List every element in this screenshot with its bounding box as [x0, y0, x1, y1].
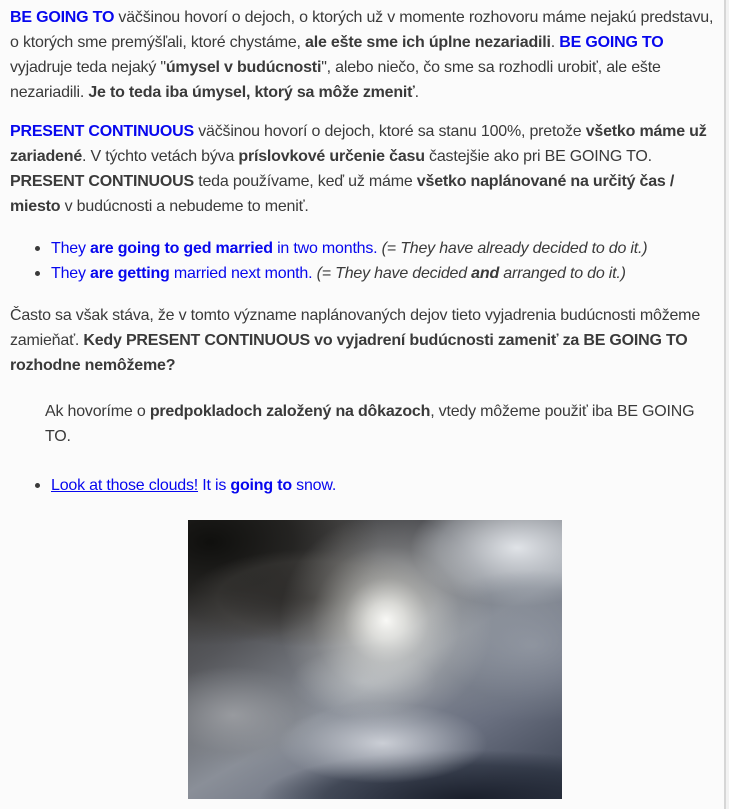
text-segment: are going to ged married — [90, 240, 273, 257]
text-segment: vyjadruje teda nejaký " — [10, 59, 166, 76]
text-segment: snow. — [291, 477, 337, 494]
text-segment: v budúcnosti a nebudeme to meniť. — [60, 198, 309, 215]
clouds-figure — [188, 520, 717, 799]
storm-clouds-photo — [188, 520, 562, 799]
text-segment: všetko naplánované na určitý čas / miesto — [10, 173, 675, 215]
text-segment: in two months. — [272, 240, 378, 257]
right-edge-border — [724, 0, 729, 809]
list-item — [51, 473, 717, 498]
paragraph-evidence-rule — [45, 399, 717, 449]
text-segment: všetko máme už zariadené — [10, 123, 707, 165]
text-segment: Je to teda iba úmysel, ktorý sa môže zmeniť — [88, 84, 415, 101]
text-segment: They — [51, 240, 91, 257]
text-segment: and — [471, 265, 500, 282]
text-segment: . V týchto vetách býva — [82, 148, 239, 165]
text-segment: . — [414, 84, 419, 101]
text-segment: arranged to do it.) — [499, 265, 626, 282]
text-segment: častejšie ako pri BE GOING TO. — [424, 148, 652, 165]
text-segment: . — [550, 34, 560, 51]
text-segment: príslovkové určenie času — [238, 148, 425, 165]
text-segment: going to — [230, 477, 292, 494]
text-segment: It is — [198, 477, 231, 494]
text-segment: , vtedy môžeme použiť iba BE GOING TO. — [45, 403, 695, 445]
text-segment: (= They have already decided to do it.) — [377, 240, 648, 257]
text-segment: Kedy PRESENT CONTINUOUS vo vyjadrení budúcnosti zameniť za BE GOING TO rozhodne nemôžeme? — [10, 332, 688, 374]
text-segment: are getting — [90, 265, 170, 282]
clouds-link[interactable]: Look at those clouds! — [51, 477, 199, 494]
text-segment: Ak hovoríme o — [45, 403, 150, 420]
list-item — [51, 261, 717, 286]
text-segment: väčšinou hovorí o dejoch, o ktorých už v momente rozhovoru máme nejakú predstavu, o ktorých sme premýšľali, ktoré chystáme, — [10, 9, 714, 51]
clouds-example-list — [10, 473, 717, 498]
text-segment: They — [51, 265, 91, 282]
text-segment: ", alebo niečo, čo sme sa rozhodli urobiť, ale ešte nezariadili. — [10, 59, 661, 101]
text-segment: married next month. — [169, 265, 313, 282]
text-segment: ale ešte sme ich úplne nezariadili — [305, 34, 551, 51]
list-item — [51, 236, 717, 261]
text-segment: (= They have decided — [312, 265, 472, 282]
paragraph-question — [10, 303, 717, 378]
text-segment: BE GOING TO — [559, 34, 664, 51]
paragraph-present-continuous — [10, 119, 717, 219]
paragraph-be-going-to — [10, 5, 717, 105]
text-segment: teda používame, keď už máme — [193, 173, 417, 190]
text-segment: BE GOING TO — [10, 9, 115, 26]
married-examples-list — [10, 236, 717, 286]
text-segment: úmysel v budúcnosti — [165, 59, 322, 76]
text-segment: PRESENT CONTINUOUS — [10, 173, 194, 190]
text-segment: predpokladoch založený na dôkazoch — [149, 403, 431, 420]
text-segment: väčšinou hovorí o dejoch, ktoré sa stanu 100%, pretože — [193, 123, 586, 140]
text-segment: PRESENT CONTINUOUS — [10, 123, 194, 140]
text-segment: Často sa však stáva, že v tomto význame naplánovaných dejov tieto vyjadrenia budúcnosti môžeme zamieňať. — [10, 307, 701, 349]
